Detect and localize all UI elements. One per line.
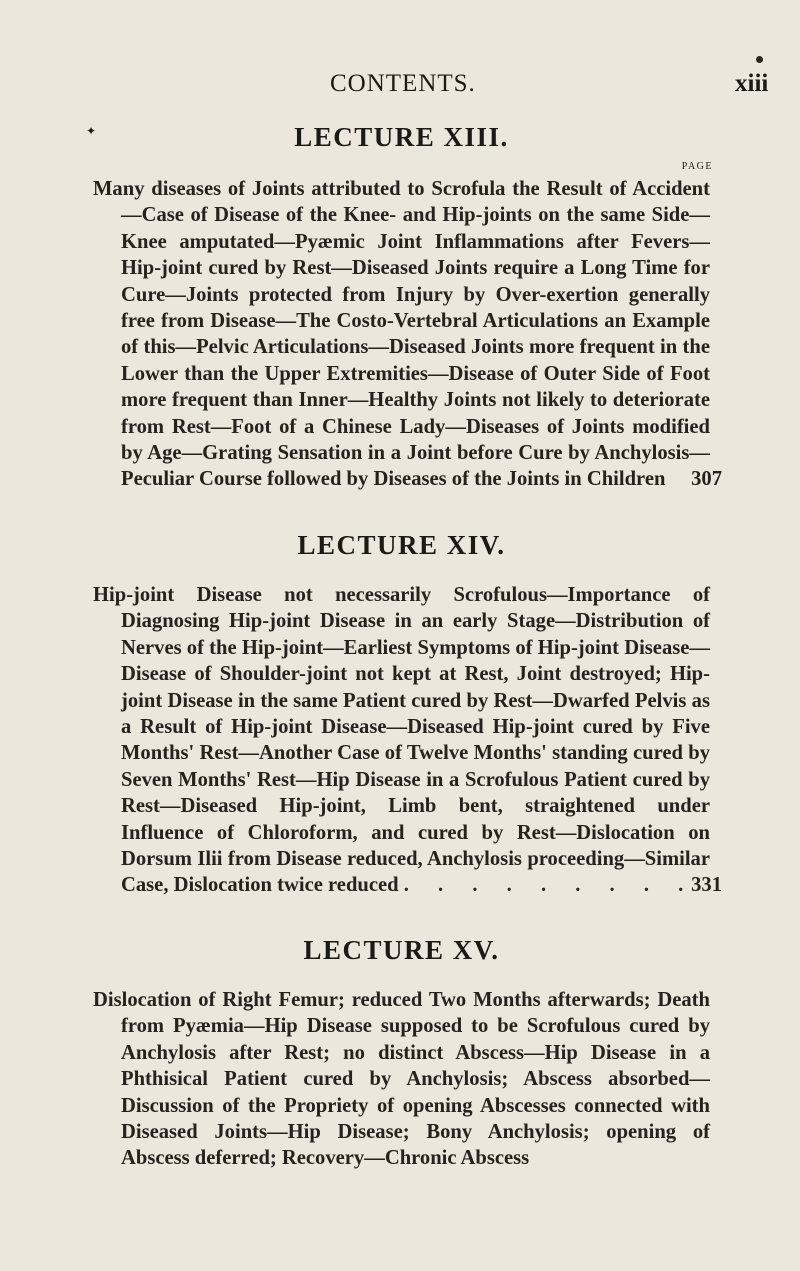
lecture-page-ref: 331 <box>691 874 722 897</box>
lecture-contents-text: Many diseases of Joints attributed to Scrofula the Result of Accident—Case of Disease of the Knee- and Hip-joints on the same Side—Knee amputated—Pyæmic Joint Inflammations after Fevers—Hip-joint cured by Rest—Diseased Joints require a Long Time for Cure—Joints protected from Injury by Over-exertion generally free from Disease—The Costo-Vertebral Articulations an Example of this—Pelvic Articulations—Diseased Joints more frequent in the Lower than the Upper Extremities—Disease of Outer Side of Foot more frequent than Inner—Healthy Joints not likely to deteriorate from Rest—Foot of a Chinese Lady—Diseases of Joints modified by Age—Grating Sensation in a Joint before Cure by Anchylosis—Peculiar Course followed by Diseases of the Joints in Children <box>93 178 710 491</box>
lecture-xv-section <box>93 935 710 1172</box>
lecture-contents-text: Hip-joint Disease not necessarily Scrofulous—Importance of Diagnosing Hip-joint Disease in an early Stage—Distribution of Nerves of the Hip-joint—Earliest Symptoms of Hip-joint Disease—Disease of Shoulder-joint not kept at Rest, Joint destroyed; Hip-joint Disease in the same Patient cured by Rest—Dwarfed Pelvis as a Result of Hip-joint Disease—Diseased Hip-joint cured by Five Months' Rest—Another Case of Twelve Months' standing cured by Seven Months' Rest—Hip Disease in a Scrofulous Patient cured by Rest—Diseased Hip-joint, Limb bent, straightened under Influence of Chloroform, and cured by Rest—Dislocation on Dorsum Ilii from Disease reduced, Anchylosis proceeding—Similar Case, Dislocation twice reduced <box>93 584 710 897</box>
dot-leader: . . . . . . . . . <box>403 874 696 897</box>
lecture-heading: LECTURE XIV. <box>297 530 506 560</box>
lecture-xiv-section <box>93 530 722 899</box>
lecture-xiii-section <box>93 122 722 493</box>
lecture-contents <box>93 176 722 493</box>
page-number: xiii <box>735 70 769 97</box>
running-title: CONTENTS. <box>330 70 476 97</box>
margin-mark: ✦ <box>86 124 97 138</box>
lecture-contents <box>93 582 722 899</box>
printers-dot-mark <box>756 56 763 63</box>
running-head <box>0 70 800 110</box>
lecture-contents <box>93 987 710 1172</box>
lecture-heading: LECTURE XV. <box>303 935 500 965</box>
page-column-label: PAGE <box>681 161 713 172</box>
lecture-contents-text: Dislocation of Right Femur; reduced Two Months afterwards; Death from Pyæmia—Hip Disease supposed to be Scrofulous cured by Anchylosis after Rest; no distinct Abscess—Hip Disease in a Phthisical Patient cured by Anchylosis; Abscess absorbed—Discussion of the Propriety of opening Abscesses connected with Diseased Joints—Hip Disease; Bony Anchylosis; opening of Abscess deferred; Recovery—Chronic Abscess <box>93 989 710 1170</box>
lecture-page-ref: 307 <box>691 468 722 491</box>
lecture-heading: LECTURE XIII. <box>294 122 509 152</box>
